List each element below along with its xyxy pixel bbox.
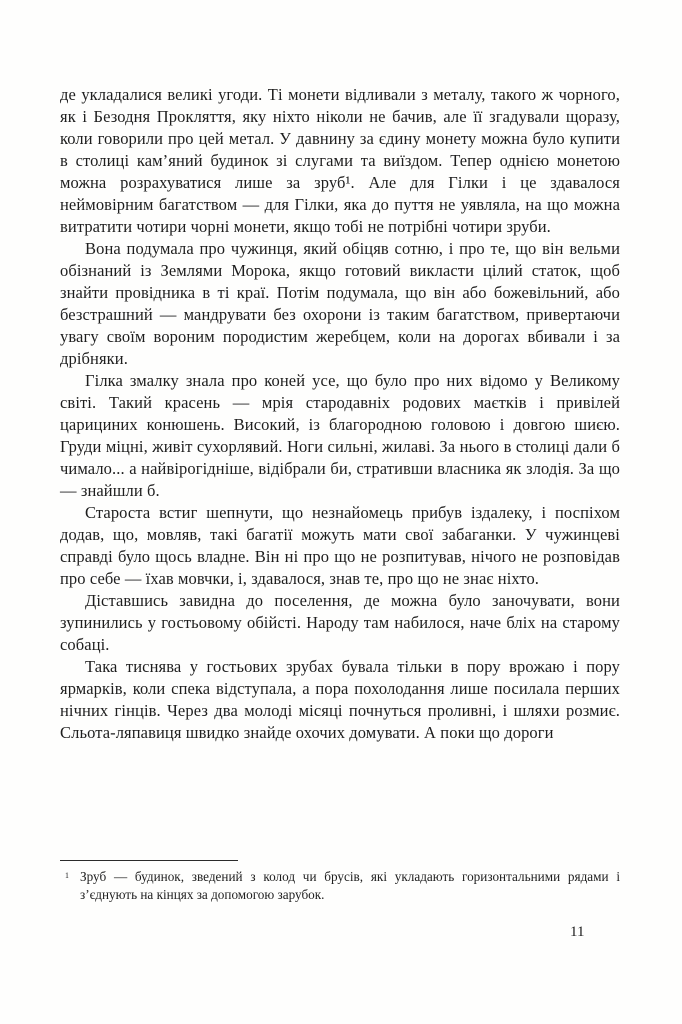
paragraph-continuation: де укладалися великі угоди. Ті монети відливали з металу, такого ж чорного, як і Безодня Прокляття, яку ніхто ніколи не бачив, але її згадували щоразу, коли говорили про цей метал. У давнину за єдину монету можна було купити в столиці кам’яний будинок зі слугами та виїздом. Тепер однією монетою можна розрахуватися лише за зруб¹. Але для Гілки і це здавалося неймовірним багатством — для Гілки, яка до пуття не уявляла, на що можна витратити чотири чорні монети, якщо тобі не потрібні чотири зруби. [60, 85, 620, 236]
paragraph: Діставшись завидна до поселення, де можна було заночувати, вони зупинились у гостьовому обійсті. Народу там набилося, наче бліх на старому собаці. [60, 591, 620, 654]
footnote-marker: 1 [65, 871, 69, 880]
paragraph: Вона подумала про чужинця, який обіцяв сотню, і про те, що він вельми обізнаний із Землями Морока, якщо готовий викласти цілий статок, щоб знайти провідника в ті краї. Потім подумала, що він або божевільний, або безстрашний — мандрувати без охорони із таким багатством, привертаючи увагу своїм вороним породистим жеребцем, коли на дорогах вбивали і за дрібняки. [60, 239, 620, 368]
footnote-area [60, 860, 620, 905]
paragraph: Староста встиг шепнути, що незнайомець прибув іздалеку, і поспіхом додав, що, мовляв, такі багатії можуть мати свої забаганки. У чужинцеві справді було щось владне. Він ні про що не розпитував, нічого не розповідав про себе — їхав мовчки, і, здавалося, знав те, про що не знає ніхто. [60, 503, 620, 588]
paragraph: Гілка змалку знала про коней усе, що було про них відомо у Великому світі. Такий красень — мрія стародавніх родових маєтків і привілей царициних конюшень. Високий, із благородною головою і довгою шиєю. Груди міцні, живіт сухорлявий. Ноги сильні, жилаві. За нього в столиці дали б чимало... а найвірогідніше, відібрали би, стративши власника як злодія. За що — знайшли б. [60, 371, 620, 500]
footnote [60, 868, 620, 905]
paragraph: Така тиснява у гостьових зрубах бувала тільки в пору врожаю і пору ярмарків, коли спека відступала, а пора похолодання лише посилала перших нічних гінців. Через два молоді місяці почнуться проливні, і шляхи розмиє. Сльота-ляпавиця швидко знайде охочих домувати. А поки що дороги [60, 657, 620, 742]
footnote-text: Зруб — будинок, зведений з колод чи брусів, які укладають горизонтальними рядами і з’єднують на кінцях за допомогою зарубок. [80, 869, 620, 903]
page-number: 11 [570, 924, 585, 940]
footnote-rule [60, 860, 238, 861]
text-block [60, 84, 620, 744]
